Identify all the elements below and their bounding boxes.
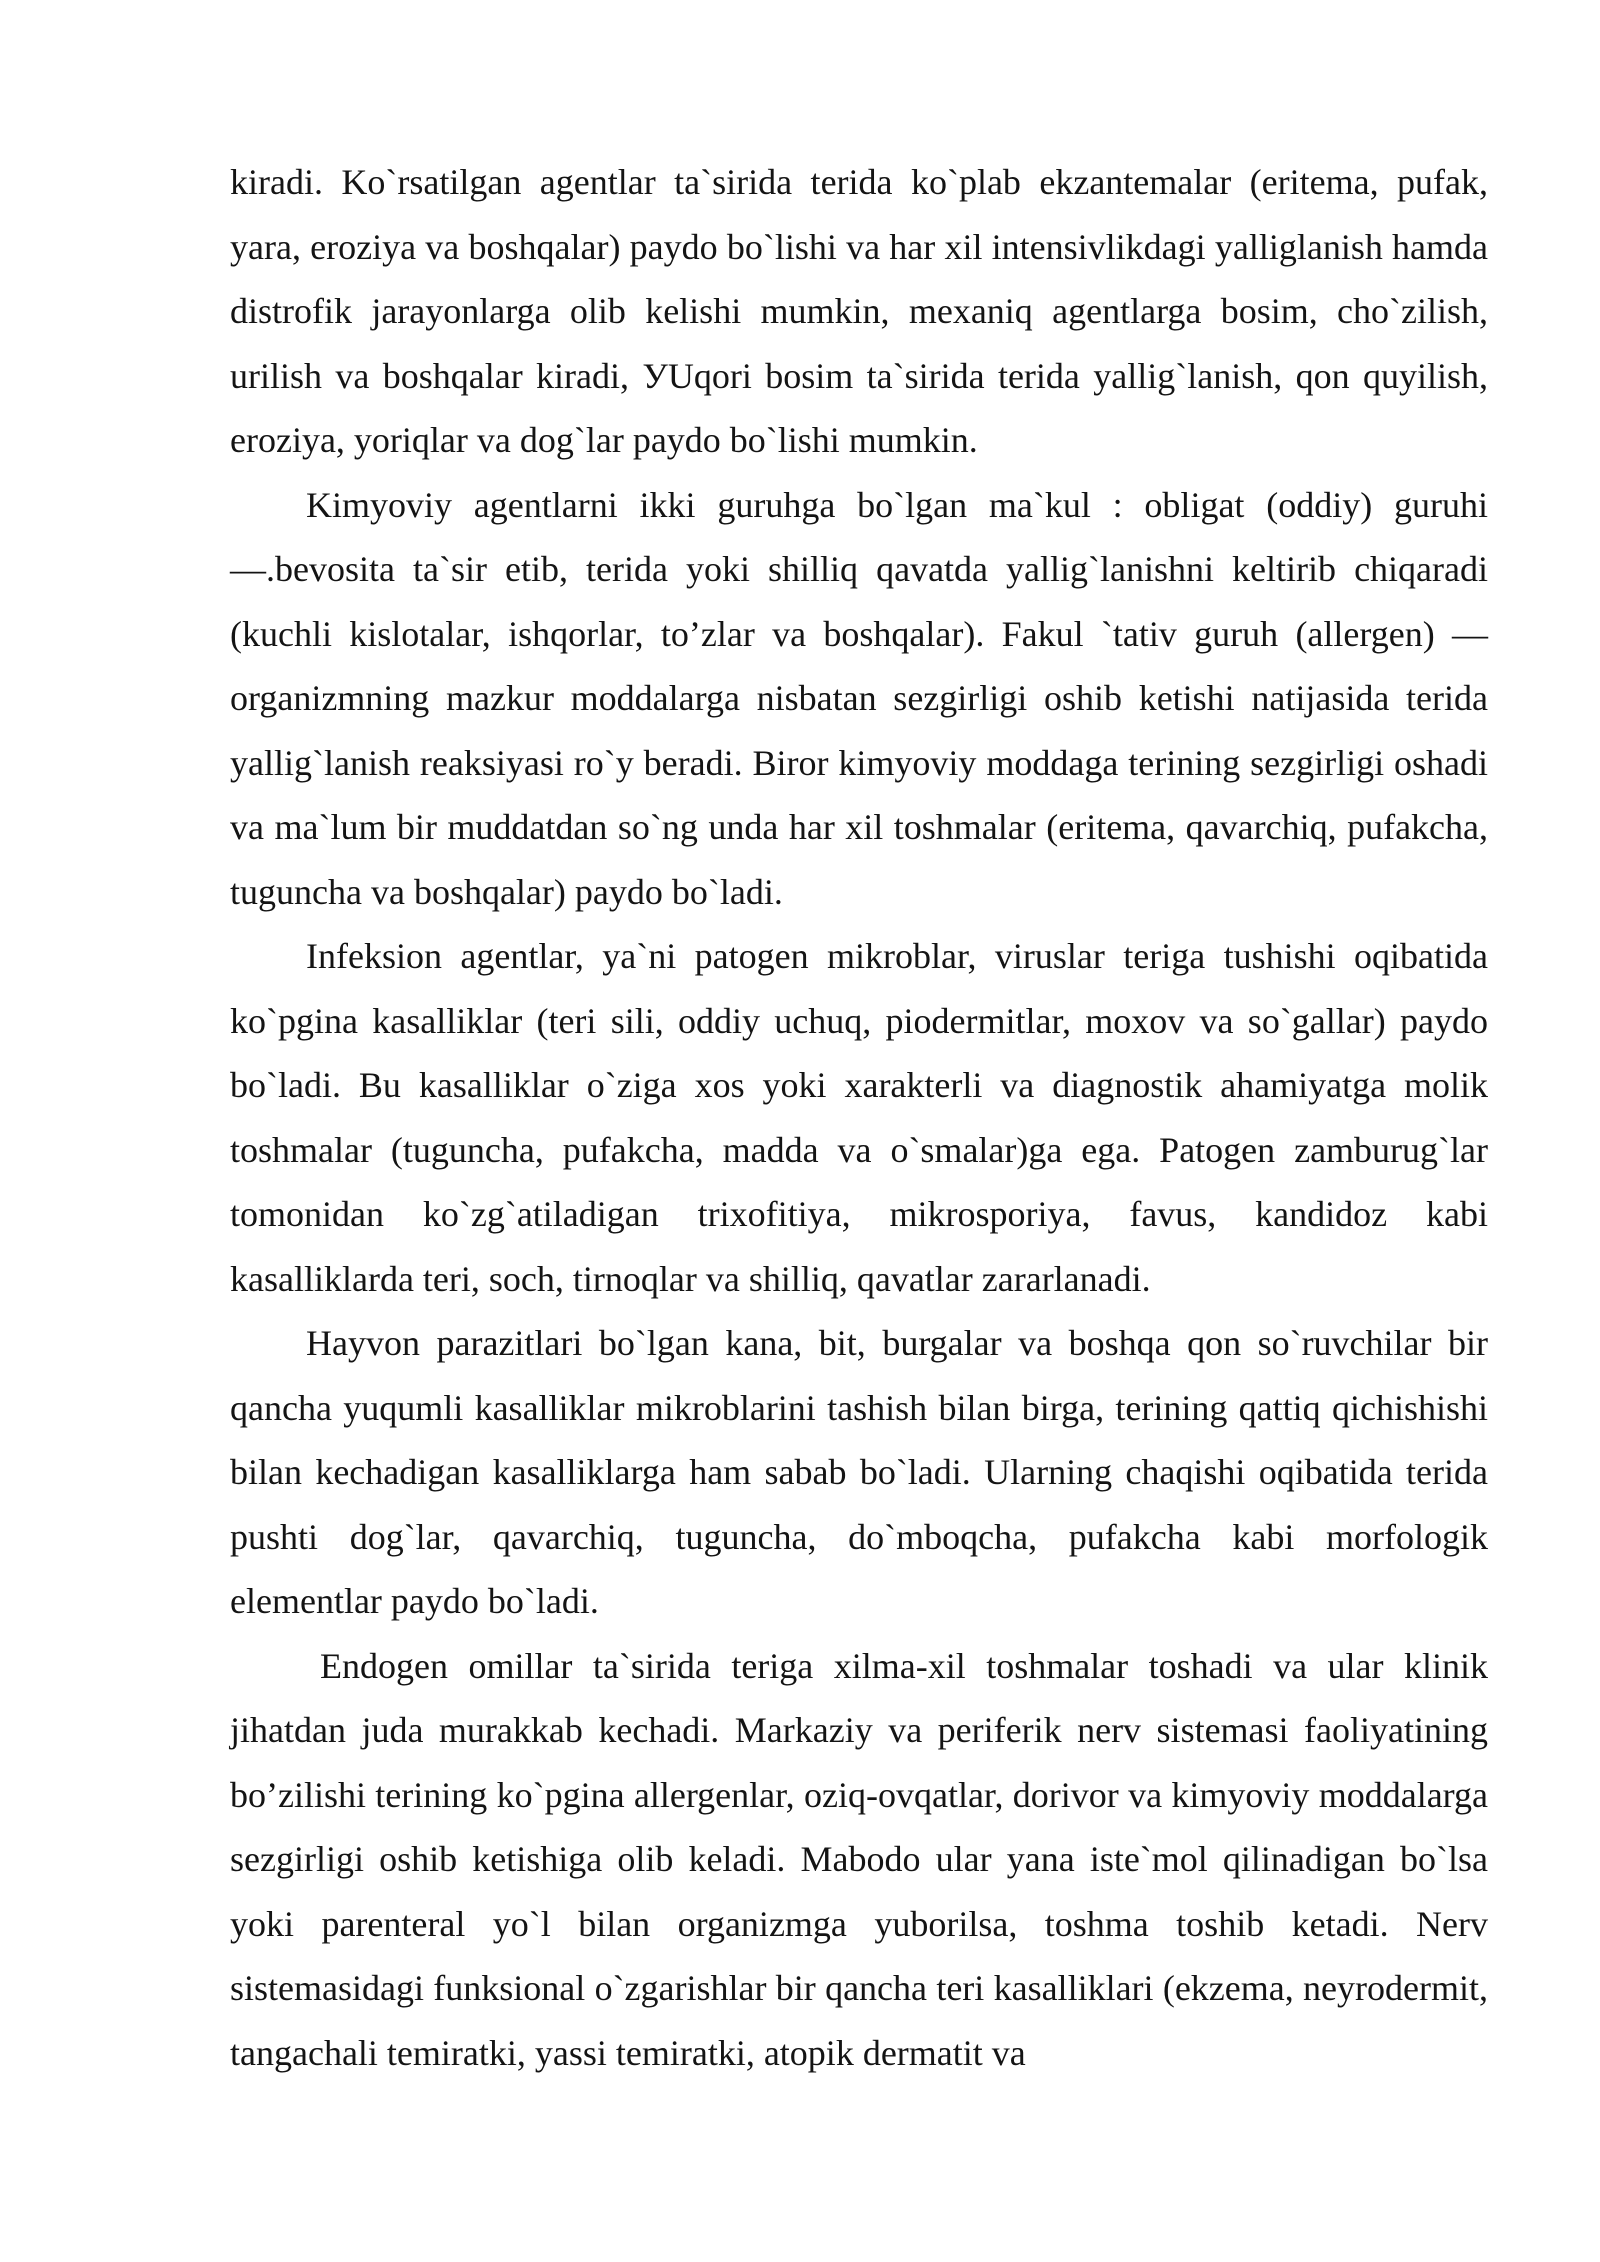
paragraph-continuation: kiradi. Ko`rsatilgan agentlar ta`sirida terida ko`plab ekzantemalar (eritema, pufak, yara, eroziya va boshqalar) paydo bo`lishi va har xil intensivlikdagi yalliglanish hamda distrofik jarayonlarga olib kelishi mumkin, mexaniq agentlarga bosim, cho`zilish, urilish va boshqalar kiradi, УUqori bosim ta`sirida terida yallig`lanish, qon quyilish, eroziya, yoriqlar va dog`lar paydo bo`lishi mumkin. (230, 162, 1488, 460)
paragraph-animal-parasites: Hayvon parazitlari bo`lgan kana, bit, burgalar va boshqa qon so`ruvchilar bir qancha yuqumli kasalliklar mikroblarini tashish bilan birga, terining qattiq qichishishi bilan kechadigan kasalliklarga ham sabab bo`ladi. Ularning chaqishi oqibatida terida pushti dog`lar, qavarchiq, tuguncha, do`mboqcha, pufakcha kabi morfologik elementlar paydo bo`ladi. (230, 1323, 1488, 1621)
paragraph-chemical-agents: Kimyoviy agentlarni ikki guruhga bo`lgan ma`kul : obligat (oddiy) guruhi —.bevosita ta`sir etib, terida yoki shilliq qavatda yallig`lanishni keltirib chiqaradi (kuchli kislotalar, ishqorlar, to’zlar va boshqalar). Fakul `tativ guruh (allergen) — organizmning mazkur moddalarga nisbatan sezgirligi oshib ketishi natijasida terida yallig`lanish reaksiyasi ro`y beradi. Biror kimyoviy moddaga terining sezgirligi oshadi va ma`lum bir muddatdan so`ng unda har xil toshmalar (eritema, qavarchiq, pufakcha, tuguncha va boshqalar) paydo bo`ladi. (230, 484, 1488, 912)
document-body (230, 150, 1488, 2085)
paragraph-infectious-agents: Infeksion agentlar, ya`ni patogen mikroblar, viruslar teriga tushishi oqibatida ko`pgina kasalliklar (teri sili, oddiy uchuq, piodermitlar, moxov va so`gallar) paydo bo`ladi. Bu kasalliklar o`ziga xos yoki xarakterli va diagnostik ahamiyatga molik toshmalar (tuguncha, pufakcha, madda va o`smalar)ga ega. Patogen zamburug`lar tomonidan ko`zg`atiladigan trixofitiya, mikrosporiya, favus, kandidoz kabi kasalliklarda teri, soch, tirnoqlar va shilliq, qavatlar zararlanadi. (230, 936, 1488, 1299)
paragraph-endogenous-factors: Endogen omillar ta`sirida teriga xilma-xil toshmalar toshadi va ular klinik jihatdan juda murakkab kechadi. Markaziy va periferik nerv sistemasi faoliyatining bo’zilishi terining ko`pgina allergenlar, oziq-ovqatlar, dorivor va kimyoviy moddalarga sezgirligi oshib ketishiga olib keladi. Mabodo ular yana iste`mol qilinadigan bo`lsa yoki parenteral yo`l bilan organizmga yuborilsa, toshma toshib ketadi. Nerv sistemasidagi funksional o`zgarishlar bir qancha teri kasalliklari (ekzema, neyrodermit, tangachali temiratki, yassi temiratki, atopik dermatit va (230, 1645, 1488, 2073)
